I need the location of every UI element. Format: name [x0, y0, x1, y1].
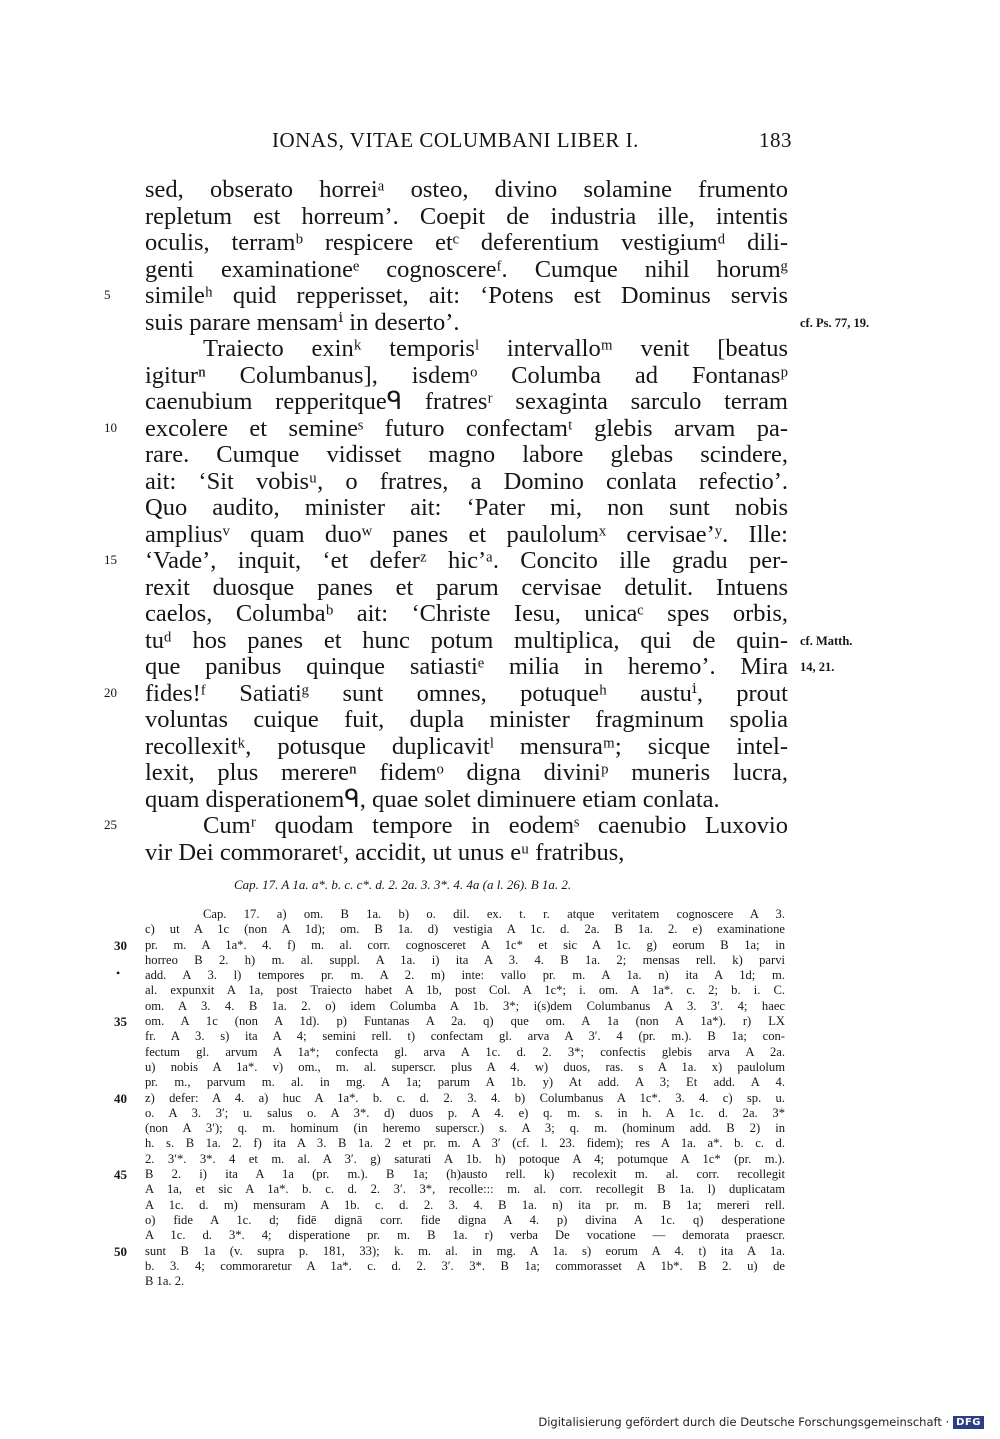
cap-line: Cap. 17. A 1a. a*. b. c. c*. d. 2. 2a. 3. 3*. 4. 4a (a l. 26). B 1a. 2.	[234, 877, 572, 892]
note-line-number: 45	[114, 1167, 127, 1183]
note-text: fectum gl. arvum A 1a*; confecta gl. arva A 1c. d. 2. 3*; confectis glebis arva A 2a.	[145, 1044, 785, 1059]
text-line	[0, 389, 1000, 416]
text-line	[0, 840, 1000, 867]
text-line	[0, 283, 1000, 310]
note-text: u) nobis A 1a*. v) om., m. al. superscr. plus A 4. w) duos, ras. s A 1a. x) paulolum	[145, 1059, 785, 1074]
line-text: Quo audito, minister ait: ‘Pater mi, non sunt nobis	[145, 494, 788, 521]
note-line	[0, 953, 1000, 968]
line-text: repletum est horreum’. Coepit de industria ille, intentis	[145, 202, 788, 230]
line-text: Traiecto exinᵏ temporisˡ intervalloᵐ venit [beatus	[203, 335, 788, 362]
line-text: rare. Cumque vidisset magno labore glebas scindere,	[145, 441, 788, 468]
line-text: caelos, Columbaᵇ ait: ‘Christe Iesu, unicaᶜ spes orbis,	[145, 600, 788, 627]
text-line	[0, 601, 1000, 628]
note-line	[0, 1060, 1000, 1075]
margin-dot: •	[116, 966, 121, 980]
critical-apparatus	[0, 907, 1000, 1289]
line-text: sed, obserato horreiᵃ osteo, divino solamine frumento	[145, 176, 788, 203]
text-line	[0, 230, 1000, 257]
note-line	[0, 907, 1000, 922]
text-line	[0, 204, 1000, 231]
text-line	[0, 654, 1000, 681]
line-text: rexit duosque panes et parum cervisae detulit. Intuens	[145, 573, 788, 601]
line-text: que panibus quinque satiastiᵉ milia in heremo’. Mira	[145, 653, 788, 680]
note-line	[0, 983, 1000, 998]
note-text: A 1c. d. m) mensuram A 1b. c. d. 2. 3. 4. B 1a. n) ita pr. m. B 1a; mereri rell.	[145, 1197, 785, 1212]
note-line	[0, 1213, 1000, 1228]
note-line	[0, 1152, 1000, 1167]
note-text: B 1a. 2.	[145, 1274, 185, 1289]
text-line	[0, 336, 1000, 363]
line-number: 5	[104, 287, 111, 302]
margin-reference: cf. Ps. 77, 19.	[800, 315, 870, 330]
footer	[538, 1415, 984, 1429]
margin-reference: 14, 21.	[800, 660, 835, 674]
note-text: z) defer: A 4. a) huc A 1a*. b. c. d. 2. 3. 4. b) Columbanus A 1c*. 3. 4. c) sp. u.	[145, 1090, 785, 1105]
note-text: o) fide A 1c. d; fidē dignā corr. fide digna A 4. p) divina A 1c. q) desperatione	[145, 1212, 785, 1227]
line-text: genti examinationeᵉ cognoscereᶠ. Cumque nihil horumᵍ	[145, 255, 788, 283]
line-text: lexit, plus merereⁿ fidemᵒ digna diviniᵖ muneris lucra,	[145, 759, 788, 786]
note-text: pr. m. A 1a*. 4. f) m. al. corr. cognosceret A 1c* et sic A 1c. g) eorum B 1a; in	[145, 937, 785, 952]
note-text: al. expunxit A 1a, post Traiecto habet A 1b, post Col. A 1c*; i. om. A 1a*. c. 2; b. i. C.	[145, 983, 785, 998]
line-text: recollexitᵏ, potusque duplicavitˡ mensuraᵐ; sicque intel-	[145, 732, 788, 760]
note-text: add. A 3. l) tempores pr. m. A 2. m) inte: vallo pr. m. A 1a. n) ita A 1d; m.	[145, 968, 785, 983]
note-line	[0, 922, 1000, 937]
line-text: igiturⁿ Columbanus], isdemᵒ Columba ad Fontanasᵖ	[145, 361, 788, 389]
text-line	[0, 734, 1000, 761]
note-line	[0, 1259, 1000, 1274]
note-text: pr. m., parvum m. al. in mg. A 1a; parum A 1b. y) At add. A 3; Et add. A 4.	[145, 1075, 785, 1090]
note-line	[0, 1014, 1000, 1029]
text-line	[0, 495, 1000, 522]
line-text: ait: ‘Sit vobisᵘ, o fratres, a Domino conlata refectio’.	[145, 467, 788, 495]
note-line	[0, 999, 1000, 1014]
note-text: (non A 3′); q. m. hominum (in heremo superscr.) s. A 3; q. m. (hominum add. B 2) in	[145, 1121, 785, 1136]
text-line	[0, 469, 1000, 496]
note-line	[0, 1198, 1000, 1213]
note-text: h. s. B 1a. 2. f) ita A 3. B 1a. 2 et pr. m. A 3′ (cf. l. 23. fidem); res A 1a. a*. b. c. d.	[145, 1136, 785, 1151]
note-line	[0, 1029, 1000, 1044]
note-line-number: 30	[114, 937, 127, 953]
line-text: oculis, terramᵇ respicere etᶜ deferentium vestigiumᵈ dili-	[145, 229, 788, 256]
line-text: tuᵈ hos panes et hunc potum multiplica, qui de quin-	[145, 626, 788, 654]
line-text: quam disperationemᑫ, quae solet diminuere etiam conlata.	[145, 785, 720, 813]
line-text: suis parare mensamⁱ in deserto’.	[145, 308, 460, 336]
note-text: o. A 3. 3′; u. salus o. A 3*. d) duos p. A 4. e) q. m. s. in h. A 1c. d. 2a. 3*	[145, 1105, 785, 1120]
text-line	[0, 442, 1000, 469]
dfg-logo: DFG	[953, 1416, 984, 1429]
text-line	[0, 681, 1000, 708]
note-text: B 2. i) ita A 1a (pr. m.). B 1a; (h)austo rell. k) recolexit m. al. corr. recollegit	[145, 1167, 785, 1182]
note-line	[0, 1167, 1000, 1182]
note-text: Cap. 17. a) om. B 1a. b) o. dil. ex. t. r. atque veritatem cognoscere A 3.	[203, 907, 785, 921]
text-line	[0, 813, 1000, 840]
margin-reference: cf. Matth.	[800, 633, 853, 648]
line-text: voluntas cuique fuit, dupla minister fragminum spolia	[145, 706, 788, 733]
note-line	[0, 1228, 1000, 1243]
text-line	[0, 628, 1000, 655]
note-line-number: 40	[114, 1090, 127, 1106]
note-line	[0, 1106, 1000, 1121]
line-text: fides!ᶠ Satiatiᵍ sunt omnes, potuqueʰ austuⁱ, prout	[145, 679, 788, 707]
note-text: 2. 3′*. 3*. 4 et m. al. A 3′. g) saturati A 1b. h) potoque A 4; potumque A 1c* (pr. m.).	[145, 1151, 785, 1166]
line-text: caenubium repperitqueᑫ fratresʳ sexaginta sarculo terram	[145, 388, 788, 415]
line-text: vir Dei commoraretᵗ, accidit, ut unus eᵘ fratribus,	[145, 838, 625, 866]
note-line	[0, 1091, 1000, 1106]
note-line	[0, 938, 1000, 953]
text-line	[0, 548, 1000, 575]
line-number: 10	[104, 419, 117, 435]
note-text: om. A 3. 4. B 1a. 2. o) idem Columba A 1b. 3*; i(s)dem Columbanus A 3. 3′. 4; haec	[145, 998, 785, 1013]
line-text: Cumʳ quodam tempore in eodemˢ caenubio Luxovio	[203, 812, 788, 839]
text-line	[0, 177, 1000, 204]
note-text: A 1a, et sic A 1a*. b. c. d. 2. 3′. 3*, recolle::: m. al. corr. recollegit B 1a. l) duplicatam	[145, 1182, 785, 1197]
line-number: 25	[104, 817, 117, 832]
note-line	[0, 1075, 1000, 1090]
text-line	[0, 787, 1000, 814]
line-text: excolere et semineˢ futuro confectamᵗ glebis arvam pa-	[145, 414, 788, 442]
text-line	[0, 522, 1000, 549]
note-line	[0, 1121, 1000, 1136]
main-text	[0, 177, 1000, 866]
note-line	[0, 1136, 1000, 1151]
text-line	[0, 363, 1000, 390]
text-line	[0, 707, 1000, 734]
text-line	[0, 575, 1000, 602]
note-line	[0, 1244, 1000, 1259]
note-line	[0, 1274, 1000, 1289]
note-line	[0, 968, 1000, 983]
note-line	[0, 1045, 1000, 1060]
note-text: fr. A 3. s) ita A 4; semini rell. t) confectam gl. arva A 3′. 4 (pr. m.). B 1a; con-	[145, 1029, 785, 1044]
note-text: horreo B 2. h) m. al. suppl. A 1a. i) ita A 3. 4. B 1a. 2; mensas rell. k) parvi	[145, 952, 785, 967]
text-line	[0, 257, 1000, 284]
running-title: IONAS, VITAE COLUMBANI LIBER I.	[272, 128, 639, 152]
line-number: 20	[104, 684, 117, 700]
text-line	[0, 760, 1000, 787]
line-text: ‘Vade’, inquit, ‘et deferᶻ hic’ᵃ. Concito ille gradu per-	[145, 547, 788, 574]
line-text: simileʰ quid repperisset, ait: ‘Potens est Dominus servis	[145, 282, 788, 309]
note-text: sunt B 1a (v. supra p. 181, 33); k. m. al. in mg. A 1a. s) eorum A 4. t) ita A 1a.	[145, 1243, 785, 1258]
note-text: om. A 1c (non A 1d). p) Funtanas A 2a. q) que om. A 1a (non A 1a*). r) LX	[145, 1014, 785, 1029]
note-line-number: 50	[114, 1243, 127, 1259]
text-line	[0, 310, 1000, 337]
note-text: c) ut A 1c (non A 1d); om. B 1a. d) vestigia A 1c. d. 2a. B 1a. 2. e) examinatione	[145, 922, 785, 937]
note-line	[0, 1182, 1000, 1197]
note-line-number: 35	[114, 1014, 127, 1030]
line-text: ampliusᵛ quam duoʷ panes et paulolumˣ cervisae’ʸ. Ille:	[145, 520, 788, 548]
text-line	[0, 416, 1000, 443]
note-text: A 1c. d. 3*. 4; disperatione pr. m. B 1a. r) verba De vocatione — demorata praescr.	[145, 1228, 785, 1243]
footer-text: Digitalisierung gefördert durch die Deutsche Forschungsgemeinschaft ·	[538, 1415, 950, 1429]
line-number: 15	[104, 552, 117, 567]
page-number: 183	[759, 128, 792, 152]
note-text: b. 3. 4; commoraretur A 1a*. c. d. 2. 3′. 3*. B 1a; commorasset A 1b*. B 2. u) de	[145, 1258, 785, 1273]
